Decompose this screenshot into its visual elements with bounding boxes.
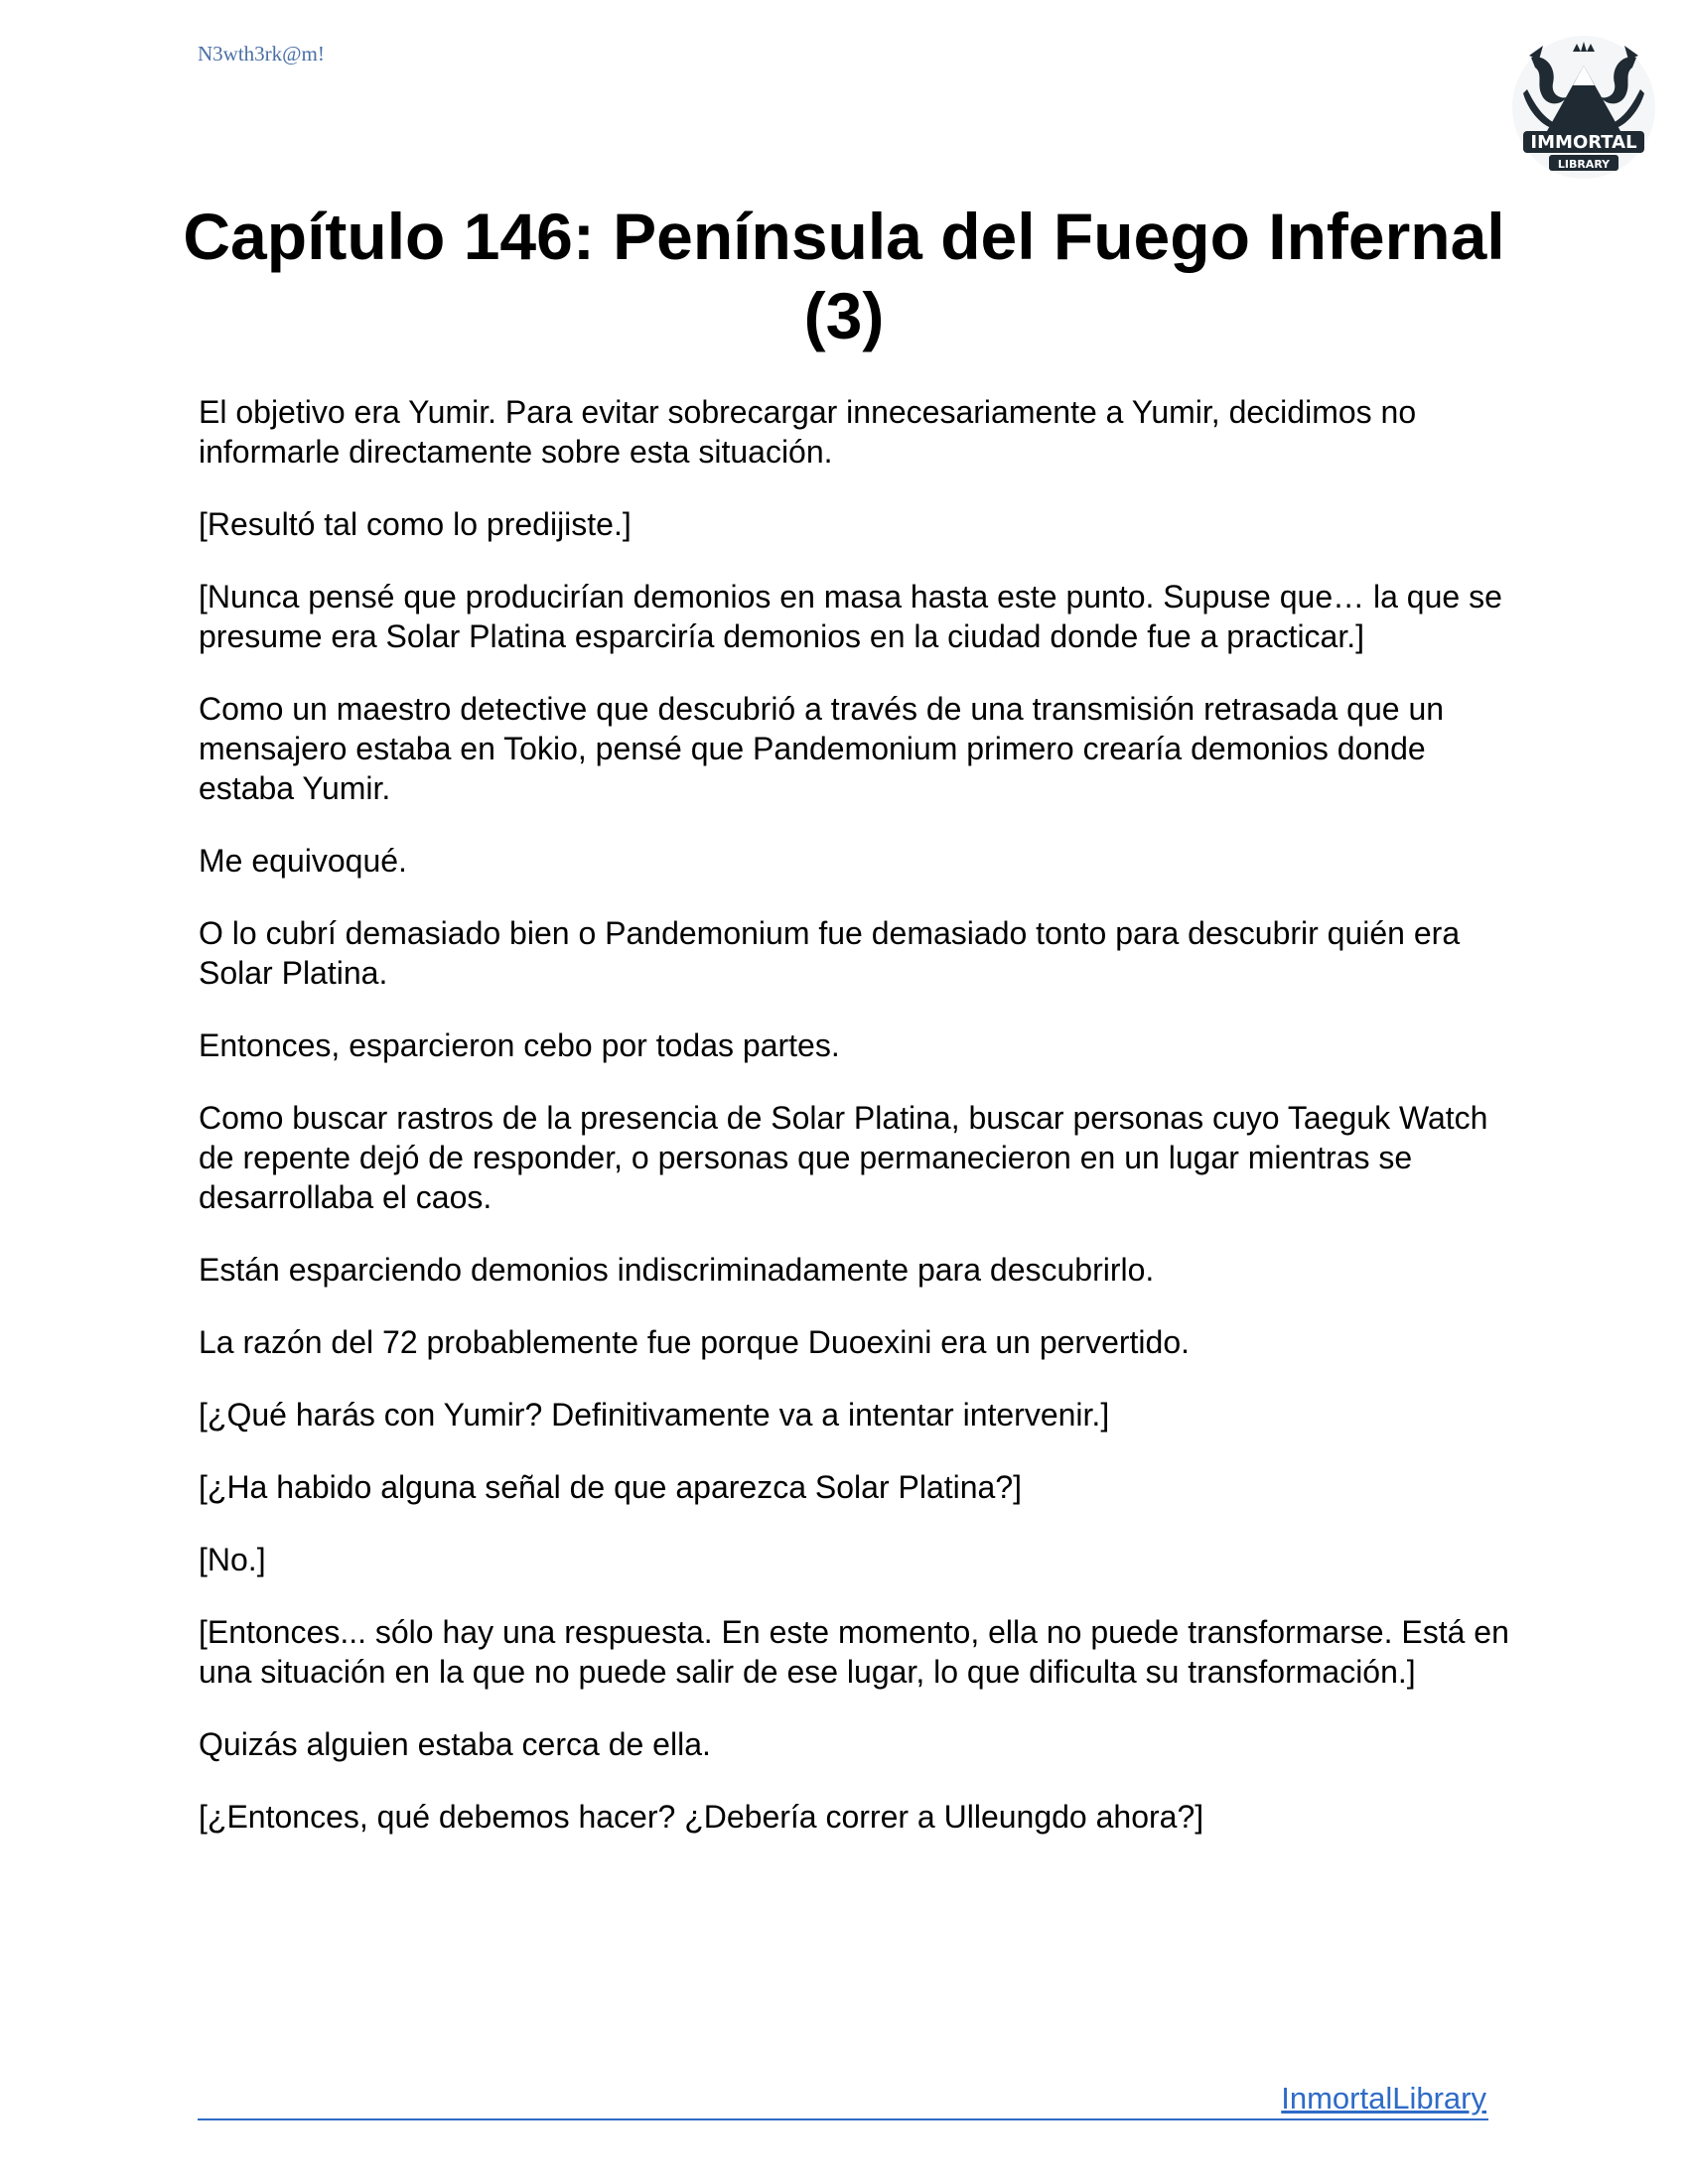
paragraph: Quizás alguien estaba cerca de ella.	[199, 1726, 711, 1762]
paragraph: [¿Qué harás con Yumir? Definitivamente va a intentar intervenir.]	[199, 1397, 1110, 1433]
logo-line1: IMMORTAL	[1530, 132, 1637, 153]
paragraph: [Entonces... sólo hay una respuesta. En este momento, ella no puede transformarse. Está en una situación en la que no puede salir de ese lugar, lo que dificulta su transformación.]	[199, 1614, 1509, 1690]
logo-line2: LIBRARY	[1557, 158, 1611, 171]
paragraph: [¿Entonces, qué debemos hacer? ¿Debería correr a Ulleungdo ahora?]	[199, 1799, 1204, 1835]
chapter-title: Capítulo 146: Península del Fuego Infernal (3)	[183, 200, 1505, 352]
paragraph: Entonces, esparcieron cebo por todas partes.	[199, 1027, 840, 1063]
paragraph: Me equivoqué.	[199, 843, 407, 879]
paragraph: El objetivo era Yumir. Para evitar sobrecargar innecesariamente a Yumir, decidimos no informarle directamente sobre esta situación.	[199, 394, 1417, 470]
immortal-library-logo	[1509, 28, 1658, 187]
paragraph: [Nunca pensé que producirían demonios en masa hasta este punto. Supuse que… la que se presume era Solar Platina esparciría demonios en la ciudad donde fue a practicar.]	[199, 579, 1502, 654]
paragraph: [Resultó tal como lo predijiste.]	[199, 506, 632, 542]
paragraph: Como un maestro detective que descubrió a través de una transmisión retrasada que un mensajero estaba en Tokio, pensé que Pandemonium primero crearía demonios donde estaba Yumir.	[199, 691, 1445, 806]
chapter-body	[199, 392, 1509, 1869]
paragraph: [No.]	[199, 1542, 266, 1577]
paragraph: Están esparciendo demonios indiscriminadamente para descubrirlo.	[199, 1252, 1155, 1288]
paragraph: [¿Ha habido alguna señal de que aparezca Solar Platina?]	[199, 1469, 1023, 1505]
footer-library-link[interactable]: InmortalLibrary	[1281, 2081, 1486, 2116]
paragraph: Como buscar rastros de la presencia de Solar Platina, buscar personas cuyo Taeguk Watch de repente dejó de responder, o personas que permanecieron en un lugar mientras se desarrollaba el caos.	[199, 1100, 1488, 1215]
paragraph: La razón del 72 probablemente fue porque Duoexini era un pervertido.	[199, 1324, 1190, 1360]
paragraph: O lo cubrí demasiado bien o Pandemonium fue demasiado tonto para descubrir quién era Solar Platina.	[199, 915, 1461, 991]
watermark-text: N3wth3rk@m!	[198, 42, 325, 66]
footer-divider	[198, 2118, 1488, 2120]
